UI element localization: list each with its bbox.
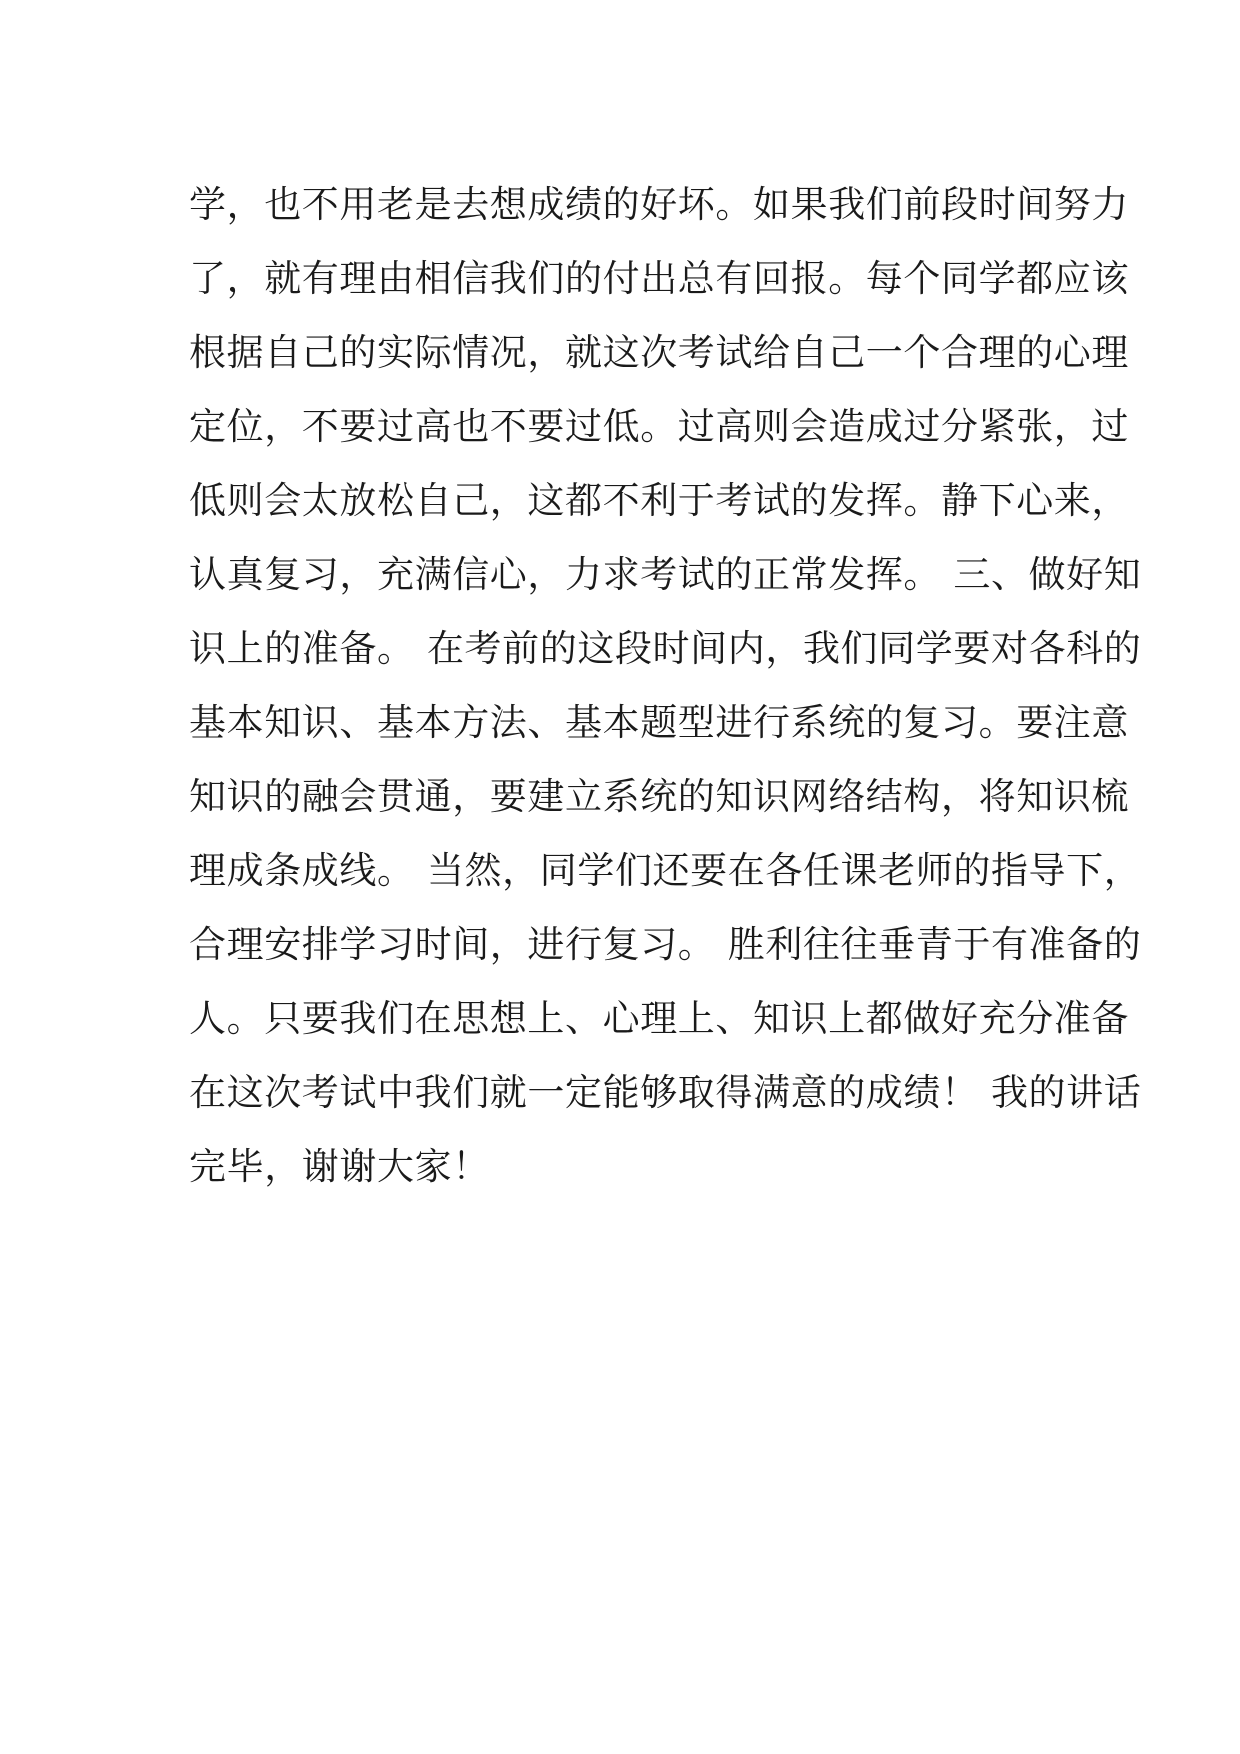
text-line: 合理安排学习时间，进行复习。 胜利往往垂青于有准备的 — [189, 923, 1142, 966]
text-line: 完毕，谢谢大家！ — [189, 1145, 490, 1188]
text-line: 学，也不用老是去想成绩的好坏。如果我们前段时间努力 — [189, 183, 1129, 226]
text-line: 知识的融会贯通，要建立系统的知识网络结构，将知识梳 — [189, 775, 1129, 818]
text-line: 人。只要我们在思想上、心理上、知识上都做好充分准备 — [189, 997, 1129, 1040]
text-line: 理成条成线。 当然，同学们还要在各任课老师的指导下， — [189, 849, 1142, 892]
text-line: 了，就有理由相信我们的付出总有回报。每个同学都应该 — [189, 257, 1129, 300]
text-line: 定位，不要过高也不要过低。过高则会造成过分紧张，过 — [189, 405, 1129, 448]
text-line: 在这次考试中我们就一定能够取得满意的成绩！ 我的讲话 — [189, 1071, 1142, 1114]
body-text — [189, 168, 1142, 1204]
text-line: 认真复习，充满信心，力求考试的正常发挥。 三、做好知 — [189, 553, 1142, 596]
text-line: 识上的准备。 在考前的这段时间内，我们同学要对各科的 — [189, 627, 1142, 670]
text-line: 根据自己的实际情况，就这次考试给自己一个合理的心理 — [189, 331, 1129, 374]
text-line: 基本知识、基本方法、基本题型进行系统的复习。要注意 — [189, 701, 1129, 744]
text-line: 低则会太放松自己，这都不利于考试的发挥。静下心来， — [189, 479, 1129, 522]
